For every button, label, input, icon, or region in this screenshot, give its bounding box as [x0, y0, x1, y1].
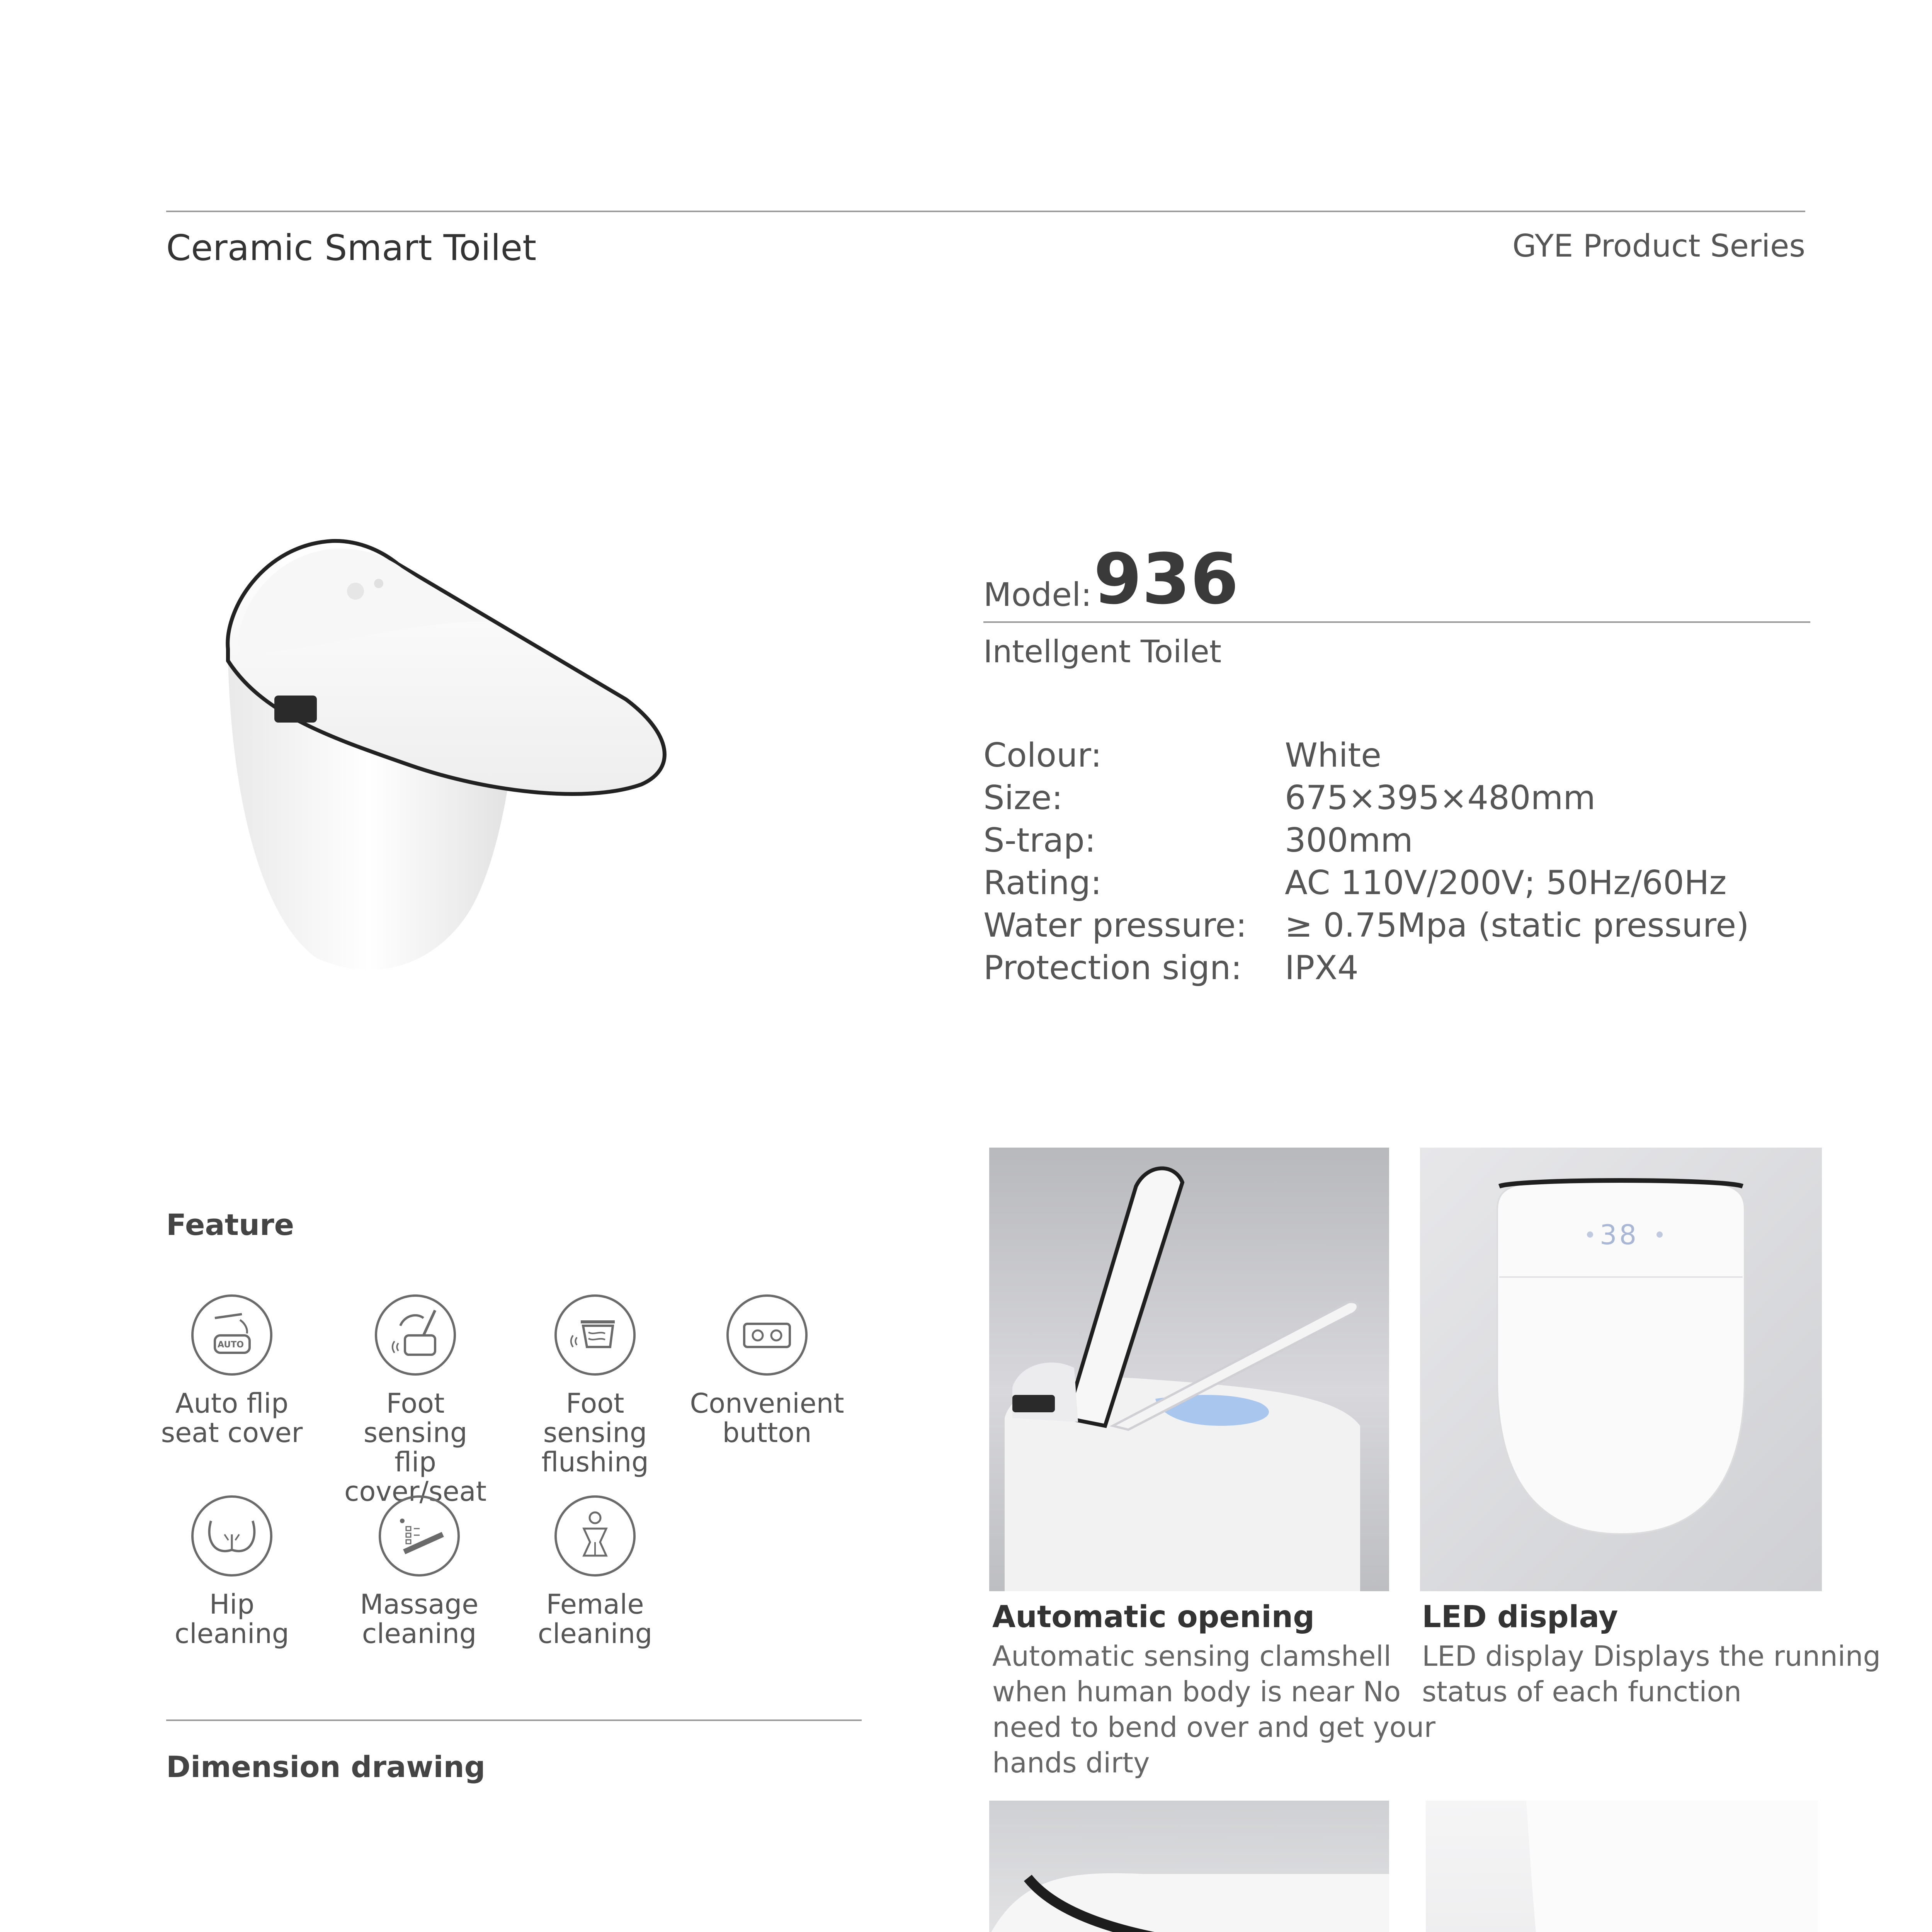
foot-sensing-flush-icon — [554, 1294, 636, 1376]
spec-value-water-pressure: ≥ 0.75Mpa (static pressure) — [1285, 906, 1749, 945]
feature-label: Auto flip seat cover — [161, 1388, 303, 1449]
spec-value-protection: IPX4 — [1285, 949, 1359, 987]
feature-massage-cleaning — [334, 1495, 504, 1648]
dimension-title: Dimension drawing — [166, 1750, 485, 1784]
feature-label: Female cleaning — [537, 1588, 653, 1650]
feature-foot-sensing-flush — [510, 1294, 680, 1477]
feature-label: Hip cleaning — [174, 1588, 289, 1650]
led-display-photo — [1420, 1148, 1822, 1591]
model-rule — [983, 621, 1810, 623]
foot-sensing-flip-icon — [375, 1294, 456, 1376]
spec-key-strap: S-trap: — [983, 821, 1096, 860]
hip-cleaning-icon — [191, 1495, 272, 1577]
feature-auto-flip — [147, 1294, 317, 1447]
spec-value-size: 675×395×480mm — [1285, 779, 1596, 817]
foot-sensing-photo — [1426, 1801, 1818, 1932]
automatic-opening-body: Automatic sensing clamshell when human body is near No need to bend over and get your hands dirty — [992, 1640, 1436, 1779]
dimension-rule — [166, 1719, 862, 1721]
spec-value-colour: White — [1285, 736, 1382, 775]
spec-key-size: Size: — [983, 779, 1063, 817]
automatic-opening-photo — [989, 1148, 1389, 1591]
feature-hip-cleaning — [147, 1495, 317, 1648]
led-display-title: LED display — [1422, 1600, 1618, 1634]
series-label: GYE Product Series — [1512, 228, 1805, 264]
header-rule — [166, 211, 1805, 212]
feature-label: Foot sensing flip cover/seat — [344, 1388, 487, 1507]
product-hero-image — [216, 533, 703, 997]
feature-label: Massage cleaning — [360, 1588, 479, 1650]
feature-title: Feature — [166, 1208, 294, 1242]
feature-female-cleaning — [510, 1495, 680, 1648]
auto-flip-icon — [191, 1294, 272, 1376]
spec-key-rating: Rating: — [983, 864, 1102, 902]
female-cleaning-icon — [554, 1495, 636, 1577]
model-label: Model: — [983, 576, 1092, 614]
feature-label: Foot sensing flushing — [541, 1388, 649, 1478]
feature-label: Convenient button — [690, 1388, 844, 1449]
led-display-body: LED display Displays the running status of each function — [1422, 1640, 1881, 1708]
spec-key-protection: Protection sign: — [983, 949, 1242, 987]
convenient-button-icon — [726, 1294, 808, 1376]
massage-cleaning-icon — [379, 1495, 460, 1577]
spec-value-rating: AC 110V/200V; 50Hz/60Hz — [1285, 864, 1727, 902]
spec-key-colour: Colour: — [983, 736, 1102, 775]
spec-value-strap: 300mm — [1285, 821, 1413, 860]
spec-key-water-pressure: Water pressure: — [983, 906, 1247, 945]
feature-convenient-button — [682, 1294, 852, 1447]
model-number: 936 — [1094, 539, 1239, 620]
feature-foot-sensing-flip — [330, 1294, 500, 1506]
model-subtitle: Intellgent Toilet — [983, 634, 1222, 670]
automatic-opening-title: Automatic opening — [992, 1600, 1315, 1634]
page-title: Ceramic Smart Toilet — [166, 227, 537, 269]
led-readout: 38 — [1600, 1219, 1639, 1251]
auto-badge: AUTO — [218, 1340, 244, 1350]
side-button-photo — [989, 1801, 1389, 1932]
